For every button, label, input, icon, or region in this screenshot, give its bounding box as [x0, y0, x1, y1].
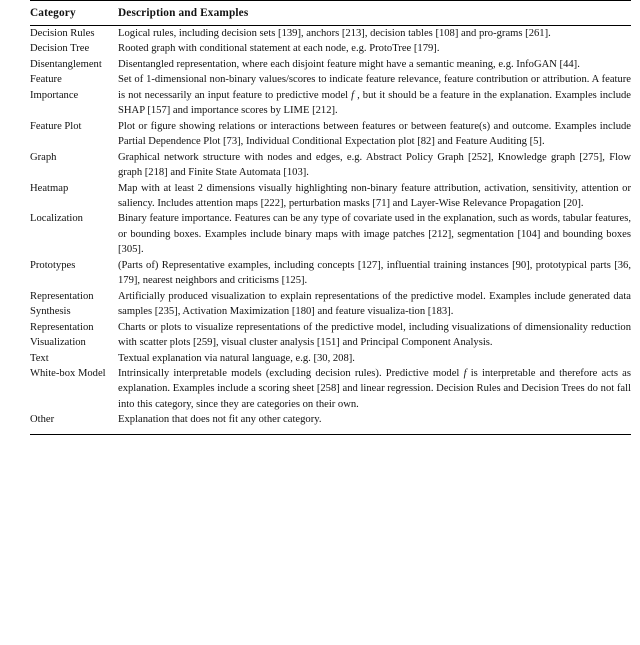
cell-category [30, 211, 118, 257]
cell-description: Logical rules, including decision sets [139], anchors [213], decision tables [108] and pro-grams [261]. [118, 28, 551, 39]
category-label-line: Feature Plot [30, 120, 82, 132]
table-row [30, 119, 631, 150]
table-row [30, 366, 631, 412]
cell-category [30, 26, 118, 42]
category-label-line: Text [30, 352, 49, 364]
category-label-line: Representation [30, 321, 94, 333]
category-label-line: Importance [30, 89, 79, 101]
cell-category [30, 412, 118, 433]
table-row [30, 57, 631, 72]
category-description-table [30, 0, 631, 434]
column-header-description: Description and Examples [118, 1, 631, 26]
cell-description: Rooted graph with conditional statement at each node, e.g. ProtoTree [179]. [118, 43, 440, 55]
category-label-line: Disentanglement [30, 58, 102, 70]
table-row [30, 72, 631, 118]
table-body [30, 26, 631, 434]
table-row [30, 181, 631, 212]
category-label-line: Decision Tree [30, 43, 90, 55]
table-row [30, 211, 631, 257]
category-label-line: Heatmap [30, 182, 69, 194]
cell-description: Disentangled representation, where each disjoint feature might have a semantic meaning, e.g. InfoGAN [44]. [118, 58, 580, 70]
cell-description: Artificially produced visualization to explain representations of the predictive model. Examples include generated data samples [235], Activation Maximization [180] and feature visualiza-tion [183]. [118, 290, 631, 318]
category-label-line: Feature [30, 74, 62, 86]
table-row [30, 351, 631, 366]
cell-category [30, 320, 118, 351]
category-label-line: Prototypes [30, 259, 76, 271]
category-label-line: Visualization [30, 337, 86, 349]
category-label-line: Localization [30, 213, 83, 225]
table-row [30, 412, 631, 433]
cell-category [30, 150, 118, 181]
category-label-line: Synthesis [30, 306, 71, 318]
cell-category [30, 289, 118, 320]
table-header-row [30, 1, 631, 26]
cell-category [30, 351, 118, 366]
column-header-category: Category [30, 1, 118, 26]
table-row [30, 289, 631, 320]
category-label-line: Other [30, 414, 55, 426]
cell-description: Textual explanation via natural language, e.g. [30, 208]. [118, 352, 355, 364]
category-label-line: Representation [30, 290, 94, 302]
cell-description: (Parts of) Representative examples, including concepts [127], influential training instances [90], prototypical parts [36, 179], nearest neighbors and criticisms [125]. [118, 259, 631, 287]
cell-category [30, 366, 118, 412]
cell-description: Graphical network structure with nodes and edges, e.g. Abstract Policy Graph [252], Knowledge graph [275], Flow graph [218] and Finite State Automata [103]. [118, 151, 631, 179]
table-bottom-rule [30, 434, 631, 435]
cell-description: Binary feature importance. Features can be any type of covariate used in the explanation, such as words, tabular features, or bounding boxes. Examples include binary maps with image patches [212], segmentation [104] and bounding boxes [305]. [118, 213, 632, 256]
cell-description: Explanation that does not fit any other category. [118, 414, 322, 426]
category-label-line: White-box Model [30, 367, 106, 379]
table-row [30, 320, 631, 351]
cell-description: Set of 1-dimensional non-binary values/scores to indicate feature relevance, feature contribution or attribution. A feature is not necessarily an input feature to predictive model f , but it should be a feature in the explanation. Examples include SHAP [157] and importance scores by LIME [212]. [118, 74, 631, 117]
cell-description: Charts or plots to visualize representations of the predictive model, including visualizations of dimensionality reduction with scatter plots [259], visual cluster analysis [151] and Principal Component Analysis. [118, 321, 631, 349]
cell-description: Plot or figure showing relations or interactions between features or between feature(s) and outcome. Examples include Partial Dependence Plot [73], Individual Conditional Expectation plot [82] and Feature Auditing [5]. [118, 120, 631, 148]
cell-category [30, 258, 118, 289]
category-label-line: Decision Rules [30, 28, 95, 39]
cell-category [30, 41, 118, 56]
table-row [30, 150, 631, 181]
table-row [30, 26, 631, 42]
cell-category [30, 57, 118, 72]
cell-category [30, 119, 118, 150]
table-row [30, 41, 631, 56]
cell-category [30, 72, 118, 118]
table-row [30, 258, 631, 289]
cell-category [30, 181, 118, 212]
cell-description: Map with at least 2 dimensions visually highlighting non-binary feature attribution, activation, sensitivity, attention or saliency. Includes attention maps [222], perturbation masks [71] and Layer-Wise Relevance Propagation [20]. [118, 182, 631, 209]
category-label-line: Graph [30, 151, 57, 163]
table-header [30, 1, 631, 26]
cell-description: Intrinsically interpretable models (excluding decision rules). Predictive model f is interpretable and therefore acts as explanation. Examples include a scoring sheet [258] and linear regression. Decision Rules and Decision Trees do not fall into this category, since they are categories on their own. [118, 367, 631, 410]
